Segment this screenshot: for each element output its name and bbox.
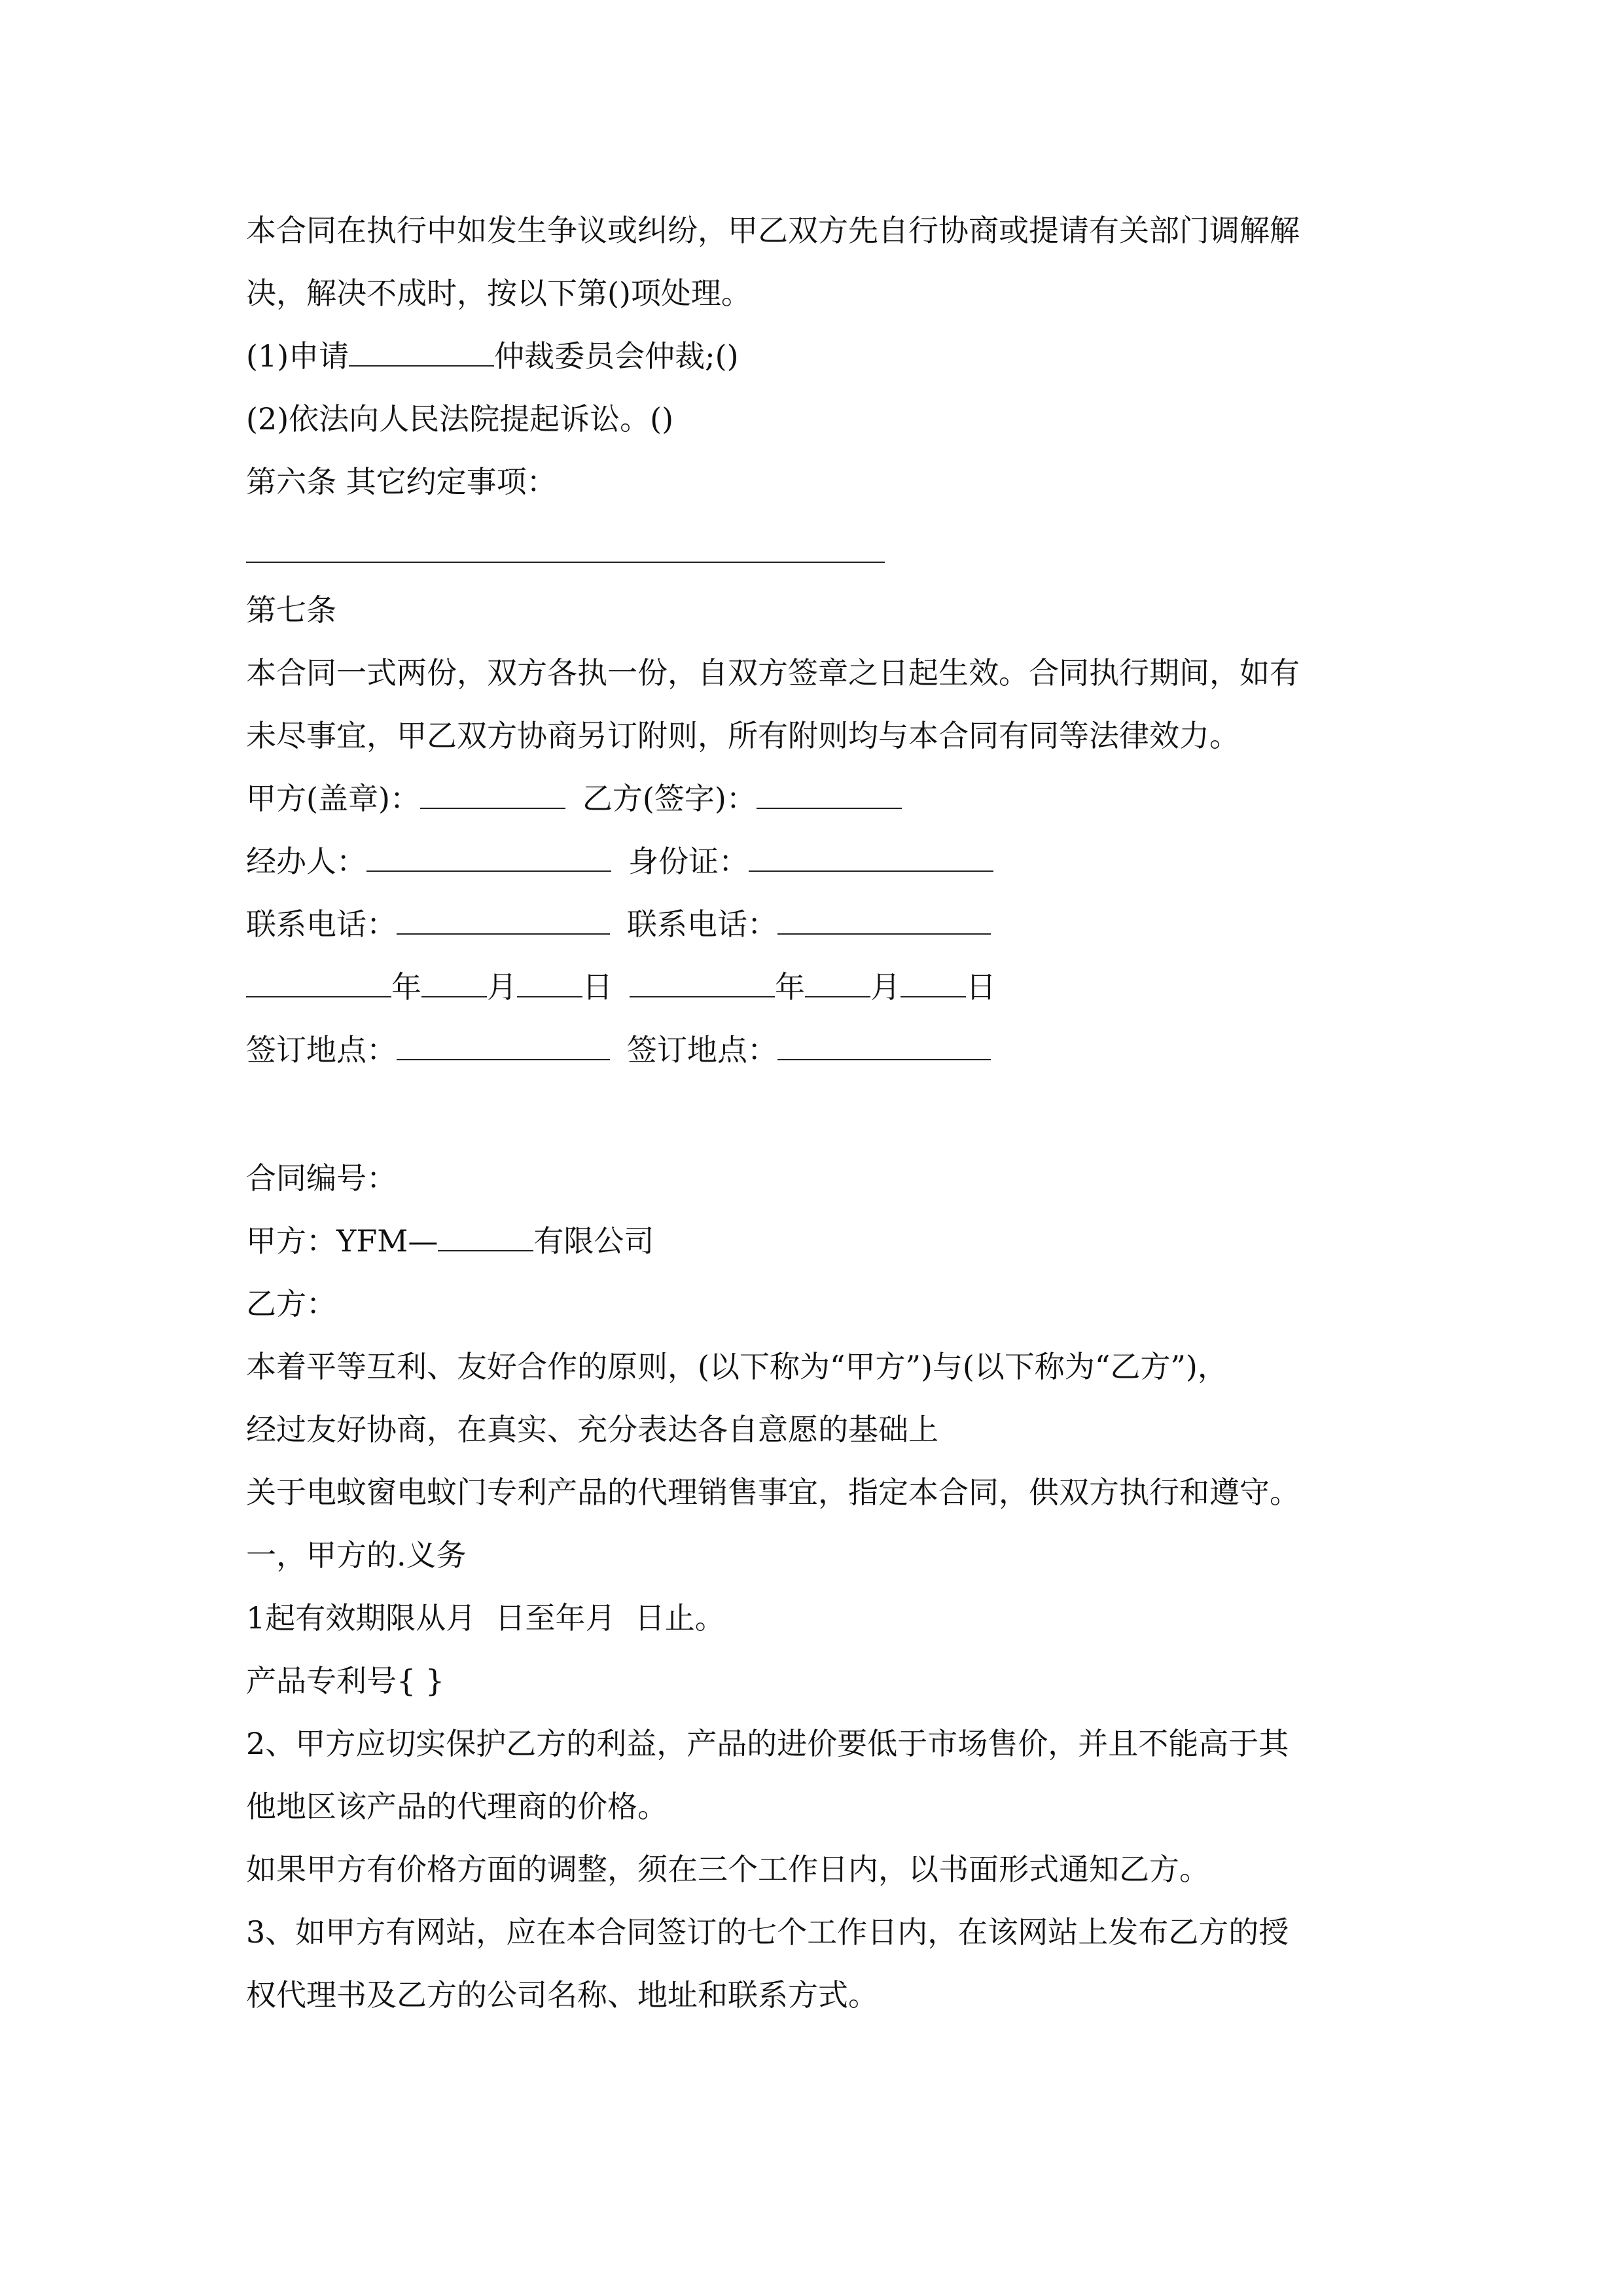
item-3-line-1: 3、如甲方有网站，应在本合同签订的七个工作日内，在该网站上发布乙方的授 bbox=[246, 1914, 1289, 1950]
year-a-blank[interactable] bbox=[246, 967, 391, 997]
place-b-label: 签订地点： bbox=[627, 1032, 777, 1067]
day-b-blank[interactable] bbox=[901, 967, 966, 997]
day-a-blank[interactable] bbox=[517, 967, 582, 997]
dispute-option-2: (2)依法向人民法院提起诉讼。() bbox=[246, 401, 674, 437]
signature-row-agent bbox=[246, 842, 993, 881]
signature-row-date bbox=[246, 967, 996, 1007]
item-3-line-2: 权代理书及乙方的公司名称、地址和联系方式。 bbox=[246, 1977, 878, 2013]
phone-a-label: 联系电话： bbox=[246, 906, 397, 942]
party-a-line bbox=[246, 1221, 654, 1261]
place-a-label: 签订地点： bbox=[246, 1032, 397, 1067]
place-a-blank[interactable] bbox=[397, 1030, 610, 1060]
party-a-seal-label: 甲方(盖章)： bbox=[246, 781, 420, 816]
option-1-suffix: 仲裁委员会仲裁;() bbox=[494, 338, 739, 374]
company-name-blank[interactable] bbox=[438, 1221, 533, 1251]
party-b-sign-label: 乙方(签字)： bbox=[582, 781, 757, 816]
party-a-suffix: 有限公司 bbox=[533, 1223, 654, 1259]
phone-a-blank[interactable] bbox=[397, 905, 610, 935]
party-a-prefix: 甲方：YFM— bbox=[246, 1223, 438, 1259]
day-a-label: 日 bbox=[582, 969, 613, 1005]
day-b-label: 日 bbox=[966, 969, 996, 1005]
id-card-label: 身份证： bbox=[628, 844, 749, 879]
year-b-label: 年 bbox=[775, 969, 805, 1005]
intro-line-2: 经过友好协商，在真实、充分表达各自意愿的基础上 bbox=[246, 1412, 938, 1447]
signature-row-parties bbox=[246, 779, 902, 818]
party-a-seal-blank[interactable] bbox=[420, 779, 565, 809]
article-6-blank-line[interactable] bbox=[246, 562, 885, 563]
id-card-blank[interactable] bbox=[749, 842, 993, 872]
year-a-label: 年 bbox=[391, 969, 421, 1005]
item-2-line-1: 2、甲方应切实保护乙方的利益，产品的进价要低于市场售价，并且不能高于其 bbox=[246, 1726, 1289, 1761]
phone-b-label: 联系电话： bbox=[627, 906, 777, 942]
intro-line-1: 本着平等互利、友好合作的原则，(以下称为“甲方”)与(以下称为“乙方”)， bbox=[246, 1349, 1228, 1384]
signature-row-place bbox=[246, 1030, 991, 1069]
signature-row-phone bbox=[246, 905, 991, 944]
arbitration-blank[interactable] bbox=[349, 336, 494, 367]
article-7-title: 第七条 bbox=[246, 592, 336, 628]
dispute-line-1: 本合同在执行中如发生争议或纠纷，甲乙双方先自行协商或提请有关部门调解解 bbox=[246, 213, 1300, 248]
month-b-blank[interactable] bbox=[805, 967, 870, 997]
intro-line-3: 关于电蚊窗电蚊门专利产品的代理销售事宜，指定本合同，供双方执行和遵守。 bbox=[246, 1475, 1300, 1510]
article-7-line-1: 本合同一式两份，双方各执一份，自双方签章之日起生效。合同执行期间，如有 bbox=[246, 655, 1300, 691]
price-notice: 如果甲方有价格方面的调整，须在三个工作日内，以书面形式通知乙方。 bbox=[246, 1852, 1209, 1887]
section-1-heading: 一，甲方的.义务 bbox=[246, 1537, 467, 1573]
place-b-blank[interactable] bbox=[777, 1030, 991, 1060]
option-1-prefix: (1)申请 bbox=[246, 338, 349, 374]
agent-blank[interactable] bbox=[366, 842, 611, 872]
year-b-blank[interactable] bbox=[630, 967, 775, 997]
article-6-title: 第六条 其它约定事项： bbox=[246, 464, 557, 499]
dispute-line-2: 决，解决不成时，按以下第()项处理。 bbox=[246, 276, 751, 311]
item-1: 1起有效期限从月 日至年月 日止。 bbox=[246, 1600, 725, 1636]
month-a-label: 月 bbox=[487, 969, 517, 1005]
month-b-label: 月 bbox=[870, 969, 901, 1005]
item-2-line-2: 他地区该产品的代理商的价格。 bbox=[246, 1789, 668, 1824]
article-7-line-2: 未尽事宜，甲乙双方协商另订附则，所有附则均与本合同有同等法律效力。 bbox=[246, 718, 1240, 753]
dispute-option-1 bbox=[246, 336, 739, 376]
month-a-blank[interactable] bbox=[421, 967, 487, 997]
agent-label: 经办人： bbox=[246, 844, 366, 879]
patent-number: 产品专利号{ } bbox=[246, 1663, 445, 1698]
party-b-sign-blank[interactable] bbox=[757, 779, 902, 809]
contract-number: 合同编号： bbox=[246, 1160, 397, 1196]
party-b-line: 乙方： bbox=[246, 1286, 336, 1321]
phone-b-blank[interactable] bbox=[777, 905, 991, 935]
